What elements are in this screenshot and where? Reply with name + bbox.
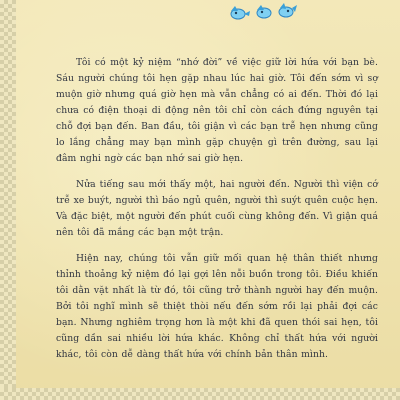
checkered-left-border: [0, 0, 16, 400]
body-text: [56, 55, 378, 363]
birds-decoration-icon: [228, 2, 300, 24]
paragraph: Hiện nay, chúng tôi vẫn giữ mối quan hệ thân thiết nhưng thỉnh thoảng kỷ niệm đó lại gợi lên nỗi buồn trong tôi. Điều khiến tôi dằn vặt nhất là từ đó, tôi cũng trở thành người hay đến muộn. Bởi tôi nghĩ mình sẽ thiệt thòi nếu đến sớm rồi lại phải đợi các bạn. Nhưng nghiêm trọng hơn là một khi đã quen thói sai hẹn, tôi cũng dần sai nhiều lời hứa khác. Không chỉ thất hứa với người khác, tôi còn dễ dàng thất hứa với chính bản thân mình.: [56, 253, 378, 360]
checkered-bottom-border: [0, 388, 400, 400]
paragraph: Nửa tiếng sau mới thấy một, hai người đến. Người thì viện cớ trễ xe buýt, người thì báo ngủ quên, người thì suýt quên cuộc hẹn. Và đặc biệt, một người đến phút cuối cùng không đến. Vì giận quá nên tôi đã mắng các bạn một trận.: [56, 179, 378, 238]
paragraph: Tôi có một kỷ niệm “nhớ đời” về việc giữ lời hứa với bạn bè. Sáu người chúng tôi hẹn gặp nhau lúc hai giờ. Tôi đến sớm vì sợ muộn giờ nhưng quá giờ hẹn mà vẫn chẳng có ai đến. Thời đó lại chưa có điện thoại di động nên tôi chỉ còn cách đứng nguyên tại chỗ đợi bạn đến. Ban đầu, tôi giận vì các bạn trễ hẹn nhưng cũng lo lắng chẳng may bạn mình gặp chuyện gì trên đường, sau lại đâm nghi ngờ các bạn nhớ sai giờ hẹn.: [56, 57, 378, 164]
